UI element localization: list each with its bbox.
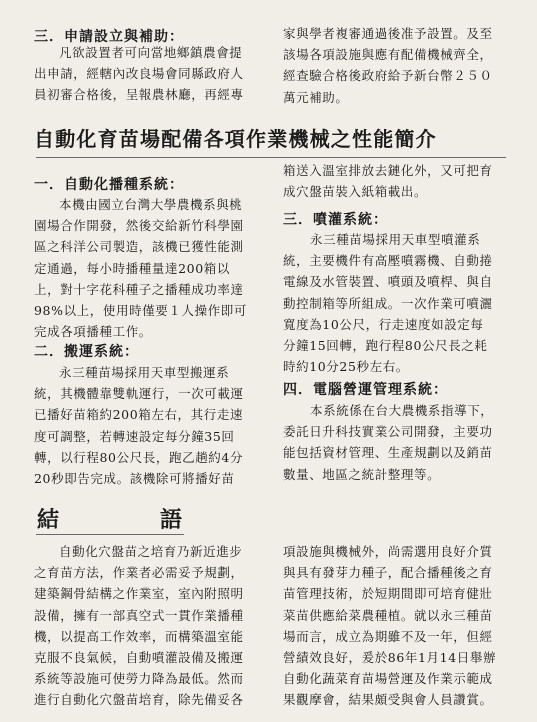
text-line: 之育苗方法，作業者必需妥予規劃， xyxy=(34,565,244,581)
paragraph-conclusion-right xyxy=(283,541,496,711)
paragraph-transport-continued xyxy=(283,160,493,202)
article-title: 自動化育苗場配備各項作業機械之性能簡介 xyxy=(34,127,437,151)
text-line: 箱送入溫室排放去鏈化外，又可把育 xyxy=(283,163,493,178)
text-line: 寬度為10公尺，行走速度如設定每 xyxy=(283,316,484,332)
text-line: 項設施與機械外，尚需選用良好介質 xyxy=(283,544,493,559)
text-line: 分鐘15回轉，跑行程80公尺長之耗 xyxy=(283,337,488,353)
text-line: 已播好苗箱約200箱左右，其行走速 xyxy=(34,407,244,423)
text-line: 進行自動化穴盤苗培育，除先備妥各 xyxy=(34,692,244,708)
text-line: 成穴盤苗裝入紙箱載出。 xyxy=(283,184,428,200)
text-line: 區之科洋公司製造，該機已獲性能測 xyxy=(34,239,244,255)
section-heading-seeding: 一．自動化播種系統： xyxy=(34,177,184,193)
text-line: 本機由國立台灣大學農機系與桃 xyxy=(59,197,243,212)
text-line: 永三種苗場採用天車型搬運系 xyxy=(59,365,230,380)
text-line: 上，對十字花科種子之播種成功率達 xyxy=(34,281,244,297)
text-line: 自動化穴盤苗之培育乃新近進步 xyxy=(59,544,243,559)
text-line: 凡欲設置者可向當地鄉鎮農會提 xyxy=(59,45,243,60)
text-line: 克服不良氣候，自動噴灌設備及搬運 xyxy=(34,649,244,665)
text-line: 萬元補助。 xyxy=(283,89,349,105)
text-line: 果觀摩會，結果頗受與會人員讚賞。 xyxy=(283,692,493,708)
text-line: 員初審合格後，呈報農林廳，再經專 xyxy=(34,87,244,103)
text-line: 度可調整，若轉速設定每分鐘35回 xyxy=(34,428,235,444)
text-line: 20秒即告完成。該機除可將播好苗 xyxy=(34,470,235,486)
text-line: 場而言，成立為期雖不及一年，但經 xyxy=(283,628,493,644)
text-line: 完成各項播種工作。 xyxy=(34,324,152,340)
text-line: 經查驗合格後政府給予新台幣２５０ xyxy=(283,68,493,84)
conclusion-underline xyxy=(36,534,184,535)
text-line: 時約10分25秒左右。 xyxy=(283,359,409,375)
paragraph-conclusion-left xyxy=(34,541,244,711)
paragraph-management xyxy=(283,400,493,485)
text-line: 設備，擁有一部真空式一貫作業播種 xyxy=(34,607,244,623)
paragraph-seeding xyxy=(34,194,247,342)
text-line: 轉，以行程80公尺長，跑乙趟約4分 xyxy=(34,449,244,465)
text-line: 系統等設施可使勞力降為最低。然而 xyxy=(34,671,244,687)
text-line: 建築鋼骨結構之作業室，室內附照明 xyxy=(34,586,244,602)
text-line: 動控制箱等所組成。一次作業可噴灑 xyxy=(283,295,493,311)
text-line: 自動化蔬菜育苗場營運及作業示範成 xyxy=(283,671,493,687)
paragraph-irrigation xyxy=(283,229,493,377)
section-heading-application: 三．申請設立與補助： xyxy=(34,29,184,45)
text-line: 該場各項設施與應有配備機械齊全， xyxy=(283,47,493,63)
text-line: 統，主要機件有高壓噴霧機、自動捲 xyxy=(283,253,493,269)
text-line: 本系統係在台大農機系指導下， xyxy=(310,403,494,418)
text-line: 98%以上，使用時僅要１人操作即可 xyxy=(34,302,247,318)
paragraph-transport xyxy=(34,362,244,489)
text-line: 定通過，每小時播種量達200箱以 xyxy=(34,260,230,276)
text-line: 家與學者複審通過後准予設置。及至 xyxy=(283,26,493,41)
text-line: 營績效良好，爰於86年1月14日舉辦 xyxy=(283,649,497,665)
paragraph-application xyxy=(34,42,244,106)
text-line: 出申請，經轄內改良場會同縣政府人 xyxy=(34,66,244,82)
text-line: 統，其機體靠雙軌運行，一次可載運 xyxy=(34,386,244,402)
conclusion-heading-char-2: 語 xyxy=(160,508,183,533)
text-line: 苗管理技術，於短期間即可培育健壯 xyxy=(283,586,493,602)
text-line: 能包括資材管理、生產規劃以及銷苗 xyxy=(283,445,493,461)
text-line: 園場合作開發，然後交給新竹科學園 xyxy=(34,218,244,234)
paragraph-application-continued xyxy=(283,23,493,108)
section-heading-irrigation: 三．噴灌系統： xyxy=(283,212,388,228)
text-line: 委託日升科技實業公司開發，主要功 xyxy=(283,424,493,440)
title-underline xyxy=(36,157,506,158)
conclusion-heading-char-1: 結 xyxy=(37,508,60,533)
text-line: 與具有發芽力種子，配合播種後之育 xyxy=(283,565,493,581)
section-heading-management: 四．電腦營運管理系統： xyxy=(283,382,448,398)
text-line: 機，以提高工作效率，而構築溫室能 xyxy=(34,628,244,644)
section-heading-transport: 二．搬運系統： xyxy=(34,344,139,360)
text-line: 菜苗供應給菜農種植。就以永三種苗 xyxy=(283,607,493,623)
text-line: 永三種苗場採用天車型噴灌系 xyxy=(310,232,481,247)
text-line: 數量、地區之統計整理等。 xyxy=(283,466,441,482)
text-line: 電線及水管裝置、噴頭及噴桿、與自 xyxy=(283,274,493,290)
